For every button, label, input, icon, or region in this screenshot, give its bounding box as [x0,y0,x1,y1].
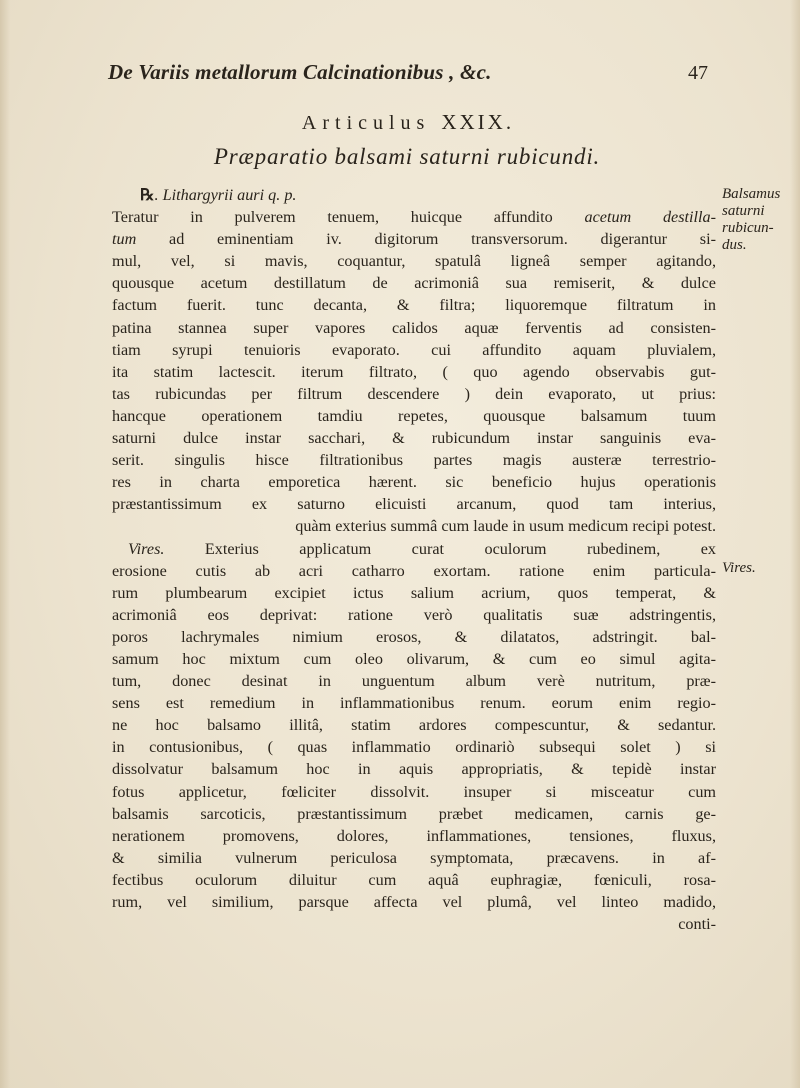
text-segment: poros lachrymales nimium erosos, & dilatatos, adstringit. bal- [112,627,716,646]
text-line [112,714,716,736]
vires-label: Vires. [128,539,165,558]
recipe-symbol: ℞ [140,186,155,204]
text-line [112,626,716,648]
margin-note-line: dus. [722,237,747,253]
text-line [112,670,716,692]
margin-note-balsamus [722,186,800,254]
margin-note-vires [722,560,800,577]
text-segment: fectibus oculorum diluitur cum aquâ euphragiæ, fœniculi, rosa- [112,870,716,889]
text-line [112,471,716,493]
body-text [112,184,716,935]
page-number: 47 [688,62,708,84]
article-heading [0,110,800,135]
text-segment: tiam syrupi tenuioris evaporato. cui affundito aquam pluvialem, [112,340,716,359]
page-header [108,60,708,90]
text-line [112,560,716,582]
text-line [112,405,716,427]
text-segment: acrimoniâ eos deprivat: ratione verò qualitatis suæ adstringentis, [112,605,716,624]
text-line [112,272,716,294]
text-segment: mul, vel, si mavis, coquantur, spatulâ ligneâ semper agitando, [112,252,716,271]
text-segment: res in charta emporetica hærent. sic beneficio hujus operationis [112,473,716,492]
text-segment: ne hoc balsamo illitâ, statim ardores compescuntur, & sedantur. [112,716,716,735]
text-line [112,449,716,471]
text-line [112,582,716,604]
article-heading-number: XXIX. [441,110,515,134]
text-line [112,317,716,339]
text-line [112,427,716,449]
text-segment: sens est remedium in inflammationibus renum. eorum enim regio- [112,694,716,713]
margin-note-line: saturni [722,203,765,219]
text-line [112,361,716,383]
text-segment: & similia vulnerum periculosa symptomata, præcavens. in af- [112,848,716,867]
catchword: conti- [678,915,716,934]
text-segment: samum hoc mixtum cum oleo olivarum, & cum eo simul agita- [112,649,716,668]
text-segment: factum fuerit. tunc decanta, & filtra; liquoremque filtratum in [112,296,716,315]
running-head: De Variis metallorum Calcinationibus , &c. [108,60,492,84]
catchword-line [112,913,716,935]
text-segment: fotus applicetur, fœliciter dissolvit. insuper si misceatur cum [112,782,716,801]
text-segment: tas rubicundas per filtrum descendere ) dein evaporato, ut prius: [112,384,716,403]
text-line [112,383,716,405]
text-segment [140,186,296,204]
text-line [112,604,716,626]
text-line [112,206,716,228]
text-line [112,869,716,891]
text-line [112,825,716,847]
text-line [112,515,716,537]
text-segment: serit. singulis hisce filtrationibus partes magis austeræ terrestrio- [112,451,716,470]
text-segment: ad eminentiam iv. digitorum transversorum. digerantur si- [136,230,716,249]
text-line [112,493,716,515]
text-segment: patina stannea super vapores calidos aquæ ferventis ad consisten- [112,318,716,337]
text-segment: rum, vel similium, parsque affecta vel plumâ, vel linteo madido, [112,893,716,911]
text-segment: in contusionibus, ( quas inflammatio ordinariò subsequi solet ) si [112,738,716,757]
article-title: Præparatio balsami saturni rubicundi. [213,144,601,169]
text-segment: nerationem promovens, dolores, inflammationes, tensiones, fluxus, [112,826,716,845]
text-segment: balsamis sarcoticis, præstantissimum præbet medicamen, carnis ge- [112,804,716,823]
margin-note-line: Balsamus [722,186,781,202]
text-segment: quousque acetum destillatum de acrimoniâ sua remiserit, & dulce [112,274,716,293]
vires-text: Exterius applicatum curat oculorum rubedinem, ex [164,539,716,558]
article-heading-word: Articulus [301,112,431,134]
text-line [112,692,716,714]
text-segment [128,540,716,558]
margin-note-line: rubicun- [722,220,774,236]
text-line [112,736,716,758]
text-segment: ita statim lactescit. iterum filtrato, ( quo agendo observabis gut- [112,362,716,381]
text-line [112,538,716,560]
text-segment: quàm exterius summâ cum laude in usum medicum recipi potest. [295,517,716,536]
text-segment: dissolvatur balsamum hoc in aquis appropriatis, & tepidè instar [112,760,716,779]
text-segment: præstantissimum ex saturno elicuisti arcanum, quod tam interius, [112,495,716,514]
text-line [112,891,716,913]
text-line [112,228,716,250]
margin-note-line: Vires. [722,560,756,576]
text-segment: erosione cutis ab acri catharro exortam. ratione enim particula- [112,561,716,580]
text-segment: tum [112,230,137,249]
text-segment: acetum destilla- [584,208,716,227]
text-line [112,294,716,316]
text-segment: hancque operationem tamdiu repetes, quousque balsamum tuum [112,406,716,425]
text-line [112,758,716,780]
text-segment: saturni dulce instar sacchari, & rubicundum instar sanguinis eva- [112,429,716,448]
text-line [112,250,716,272]
recipe-text: . Lithargyrii auri q. p. [154,186,297,204]
text-line [112,184,716,206]
text-line [112,648,716,670]
text-segment: Teratur in pulverem tenuem, huicque affundito [112,208,585,227]
text-line [112,339,716,361]
text-line [112,847,716,869]
text-segment: tum, donec desinat in unguentum album verè nutritum, præ- [112,672,716,691]
text-segment: rum plumbearum excipiet ictus salium acrium, quos temperat, & [112,583,716,602]
text-line [112,781,716,803]
text-line [112,803,716,825]
